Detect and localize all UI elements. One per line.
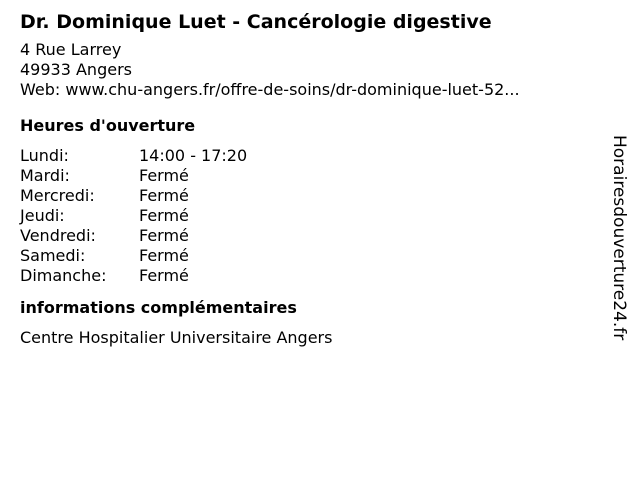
day-label: Dimanche:	[20, 266, 107, 285]
day-hours: Fermé	[139, 186, 189, 205]
day-label: Vendredi:	[20, 226, 96, 245]
day-hours: Fermé	[139, 266, 189, 285]
additional-info-text: Centre Hospitalier Universitaire Angers	[20, 328, 333, 347]
site-watermark	[609, 135, 629, 345]
opening-hours-list	[20, 146, 600, 286]
day-hours: 14:00 - 17:20	[139, 146, 248, 165]
day-label: Mardi:	[20, 166, 70, 185]
website-link[interactable]: Web: www.chu-angers.fr/offre-de-soins/dr-dominique-luet-52...	[20, 80, 520, 99]
day-label: Lundi:	[20, 146, 69, 165]
street-address: 4 Rue Larrey	[20, 40, 122, 59]
day-hours: Fermé	[139, 206, 189, 225]
hours-row-mardi	[20, 166, 600, 186]
hours-row-samedi	[20, 246, 600, 266]
address-block	[20, 40, 600, 100]
page-title: Dr. Dominique Luet - Cancérologie digestive	[20, 11, 492, 33]
day-hours: Fermé	[139, 246, 189, 265]
hours-row-jeudi	[20, 206, 600, 226]
opening-hours-heading: Heures d'ouverture	[20, 116, 196, 135]
day-hours: Fermé	[139, 226, 189, 245]
hours-row-lundi	[20, 146, 600, 166]
web-line	[20, 80, 600, 100]
day-hours: Fermé	[139, 166, 189, 185]
day-label: Jeudi:	[20, 206, 65, 225]
listing-card	[20, 8, 600, 348]
additional-info-heading: informations complémentaires	[20, 298, 297, 317]
day-label: Mercredi:	[20, 186, 95, 205]
city-address: 49933 Angers	[20, 60, 132, 79]
hours-row-vendredi	[20, 226, 600, 246]
hours-row-mercredi	[20, 186, 600, 206]
day-label: Samedi:	[20, 246, 86, 265]
hours-row-dimanche	[20, 266, 600, 286]
watermark-text: Horairesdouverture24.fr	[609, 135, 629, 341]
